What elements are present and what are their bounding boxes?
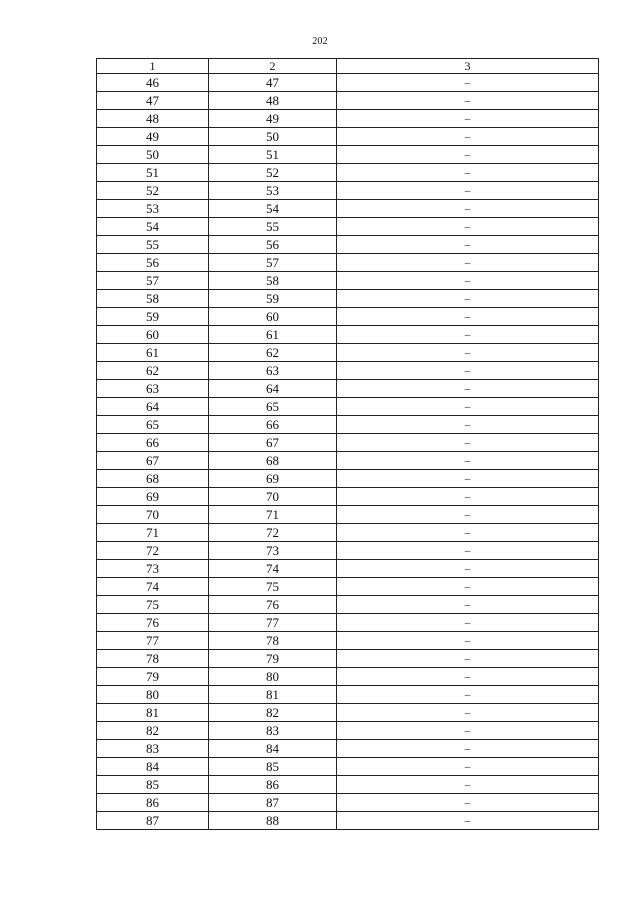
- col3-cell: –: [337, 740, 599, 758]
- col3-cell: –: [337, 758, 599, 776]
- col2-cell: 78: [209, 632, 337, 650]
- table-row: [97, 416, 599, 434]
- table-row: [97, 812, 599, 830]
- col1-cell: 80: [97, 686, 209, 704]
- col3-cell: –: [337, 632, 599, 650]
- col1-cell: 47: [97, 92, 209, 110]
- col2-cell: 80: [209, 668, 337, 686]
- col3-cell: –: [337, 776, 599, 794]
- table-row: [97, 668, 599, 686]
- col3-cell: –: [337, 398, 599, 416]
- table-row: [97, 740, 599, 758]
- col2-cell: 56: [209, 236, 337, 254]
- table-row: [97, 560, 599, 578]
- table-row: [97, 164, 599, 182]
- col3-cell: –: [337, 380, 599, 398]
- col2-cell: 88: [209, 812, 337, 830]
- col1-cell: 67: [97, 452, 209, 470]
- col1-cell: 55: [97, 236, 209, 254]
- col3-cell: –: [337, 416, 599, 434]
- col2-cell: 76: [209, 596, 337, 614]
- col3-cell: –: [337, 812, 599, 830]
- col2-cell: 83: [209, 722, 337, 740]
- col2-cell: 75: [209, 578, 337, 596]
- table-row: [97, 758, 599, 776]
- col3-cell: –: [337, 326, 599, 344]
- table-row: [97, 722, 599, 740]
- col2-cell: 57: [209, 254, 337, 272]
- col3-cell: –: [337, 272, 599, 290]
- table-row: [97, 128, 599, 146]
- col1-cell: 50: [97, 146, 209, 164]
- table-row: [97, 74, 599, 92]
- col1-cell: 61: [97, 344, 209, 362]
- table-row: [97, 344, 599, 362]
- col3-cell: –: [337, 128, 599, 146]
- table-row: [97, 380, 599, 398]
- col3-cell: –: [337, 488, 599, 506]
- col3-cell: –: [337, 254, 599, 272]
- col2-cell: 86: [209, 776, 337, 794]
- col1-cell: 86: [97, 794, 209, 812]
- col1-cell: 48: [97, 110, 209, 128]
- col3-cell: –: [337, 218, 599, 236]
- table-row: [97, 470, 599, 488]
- col1-cell: 62: [97, 362, 209, 380]
- col1-cell: 75: [97, 596, 209, 614]
- col2-cell: 74: [209, 560, 337, 578]
- col1-cell: 57: [97, 272, 209, 290]
- col3-cell: –: [337, 92, 599, 110]
- table-row: [97, 632, 599, 650]
- col3-cell: –: [337, 578, 599, 596]
- col3-cell: –: [337, 470, 599, 488]
- table-row: [97, 524, 599, 542]
- table-row: [97, 506, 599, 524]
- col2-cell: 71: [209, 506, 337, 524]
- col1-cell: 58: [97, 290, 209, 308]
- col3-cell: –: [337, 686, 599, 704]
- col1-cell: 74: [97, 578, 209, 596]
- col2-cell: 68: [209, 452, 337, 470]
- col3-cell: –: [337, 290, 599, 308]
- table-row: [97, 110, 599, 128]
- col2-cell: 64: [209, 380, 337, 398]
- table-row: [97, 776, 599, 794]
- col1-cell: 65: [97, 416, 209, 434]
- table-row: [97, 398, 599, 416]
- column-header-2: 2: [209, 59, 337, 74]
- table-row: [97, 794, 599, 812]
- col1-cell: 76: [97, 614, 209, 632]
- col1-cell: 71: [97, 524, 209, 542]
- table-row: [97, 542, 599, 560]
- column-header-3: 3: [337, 59, 599, 74]
- col2-cell: 48: [209, 92, 337, 110]
- col3-cell: –: [337, 110, 599, 128]
- col3-cell: –: [337, 794, 599, 812]
- col1-cell: 78: [97, 650, 209, 668]
- col1-cell: 64: [97, 398, 209, 416]
- col2-cell: 72: [209, 524, 337, 542]
- col2-cell: 54: [209, 200, 337, 218]
- table-row: [97, 686, 599, 704]
- table-row: [97, 704, 599, 722]
- table-row: [97, 92, 599, 110]
- col1-cell: 70: [97, 506, 209, 524]
- col3-cell: –: [337, 560, 599, 578]
- header-row: [97, 59, 599, 74]
- col3-cell: –: [337, 542, 599, 560]
- col2-cell: 47: [209, 74, 337, 92]
- col1-cell: 52: [97, 182, 209, 200]
- col2-cell: 77: [209, 614, 337, 632]
- col1-cell: 72: [97, 542, 209, 560]
- table-row: [97, 650, 599, 668]
- col3-cell: –: [337, 182, 599, 200]
- col3-cell: –: [337, 704, 599, 722]
- col1-cell: 85: [97, 776, 209, 794]
- table-row: [97, 272, 599, 290]
- table-header: [97, 59, 599, 74]
- col2-cell: 67: [209, 434, 337, 452]
- col3-cell: –: [337, 200, 599, 218]
- col2-cell: 59: [209, 290, 337, 308]
- table-row: [97, 308, 599, 326]
- col2-cell: 63: [209, 362, 337, 380]
- col2-cell: 50: [209, 128, 337, 146]
- col1-cell: 83: [97, 740, 209, 758]
- data-table: [96, 58, 599, 830]
- col3-cell: –: [337, 650, 599, 668]
- col2-cell: 60: [209, 308, 337, 326]
- col1-cell: 63: [97, 380, 209, 398]
- table-body: [97, 74, 599, 830]
- table-row: [97, 290, 599, 308]
- table-row: [97, 146, 599, 164]
- col3-cell: –: [337, 236, 599, 254]
- page-number: 202: [312, 36, 328, 47]
- col3-cell: –: [337, 722, 599, 740]
- col3-cell: –: [337, 668, 599, 686]
- col1-cell: 84: [97, 758, 209, 776]
- table-row: [97, 236, 599, 254]
- column-header-1: 1: [97, 59, 209, 74]
- col3-cell: –: [337, 146, 599, 164]
- col1-cell: 68: [97, 470, 209, 488]
- col2-cell: 66: [209, 416, 337, 434]
- col3-cell: –: [337, 506, 599, 524]
- col3-cell: –: [337, 596, 599, 614]
- table-row: [97, 488, 599, 506]
- table-row: [97, 578, 599, 596]
- col1-cell: 87: [97, 812, 209, 830]
- table-row: [97, 614, 599, 632]
- col2-cell: 65: [209, 398, 337, 416]
- col3-cell: –: [337, 164, 599, 182]
- table-row: [97, 434, 599, 452]
- col2-cell: 62: [209, 344, 337, 362]
- col2-cell: 81: [209, 686, 337, 704]
- col1-cell: 77: [97, 632, 209, 650]
- col2-cell: 84: [209, 740, 337, 758]
- col1-cell: 66: [97, 434, 209, 452]
- col1-cell: 56: [97, 254, 209, 272]
- table-row: [97, 218, 599, 236]
- col2-cell: 58: [209, 272, 337, 290]
- col3-cell: –: [337, 434, 599, 452]
- table-row: [97, 200, 599, 218]
- col2-cell: 55: [209, 218, 337, 236]
- col2-cell: 52: [209, 164, 337, 182]
- col2-cell: 85: [209, 758, 337, 776]
- col3-cell: –: [337, 452, 599, 470]
- table-row: [97, 182, 599, 200]
- table-row: [97, 362, 599, 380]
- col3-cell: –: [337, 308, 599, 326]
- col3-cell: –: [337, 524, 599, 542]
- col1-cell: 54: [97, 218, 209, 236]
- col2-cell: 53: [209, 182, 337, 200]
- col1-cell: 49: [97, 128, 209, 146]
- col2-cell: 73: [209, 542, 337, 560]
- col2-cell: 69: [209, 470, 337, 488]
- col1-cell: 79: [97, 668, 209, 686]
- col2-cell: 87: [209, 794, 337, 812]
- col3-cell: –: [337, 344, 599, 362]
- table-row: [97, 452, 599, 470]
- col3-cell: –: [337, 74, 599, 92]
- col2-cell: 82: [209, 704, 337, 722]
- col2-cell: 70: [209, 488, 337, 506]
- col1-cell: 60: [97, 326, 209, 344]
- col1-cell: 81: [97, 704, 209, 722]
- col1-cell: 53: [97, 200, 209, 218]
- col1-cell: 82: [97, 722, 209, 740]
- col1-cell: 69: [97, 488, 209, 506]
- col3-cell: –: [337, 362, 599, 380]
- table-row: [97, 326, 599, 344]
- col1-cell: 73: [97, 560, 209, 578]
- col2-cell: 51: [209, 146, 337, 164]
- table-row: [97, 254, 599, 272]
- table-row: [97, 596, 599, 614]
- col1-cell: 59: [97, 308, 209, 326]
- col2-cell: 61: [209, 326, 337, 344]
- col1-cell: 46: [97, 74, 209, 92]
- col2-cell: 79: [209, 650, 337, 668]
- col2-cell: 49: [209, 110, 337, 128]
- col3-cell: –: [337, 614, 599, 632]
- col1-cell: 51: [97, 164, 209, 182]
